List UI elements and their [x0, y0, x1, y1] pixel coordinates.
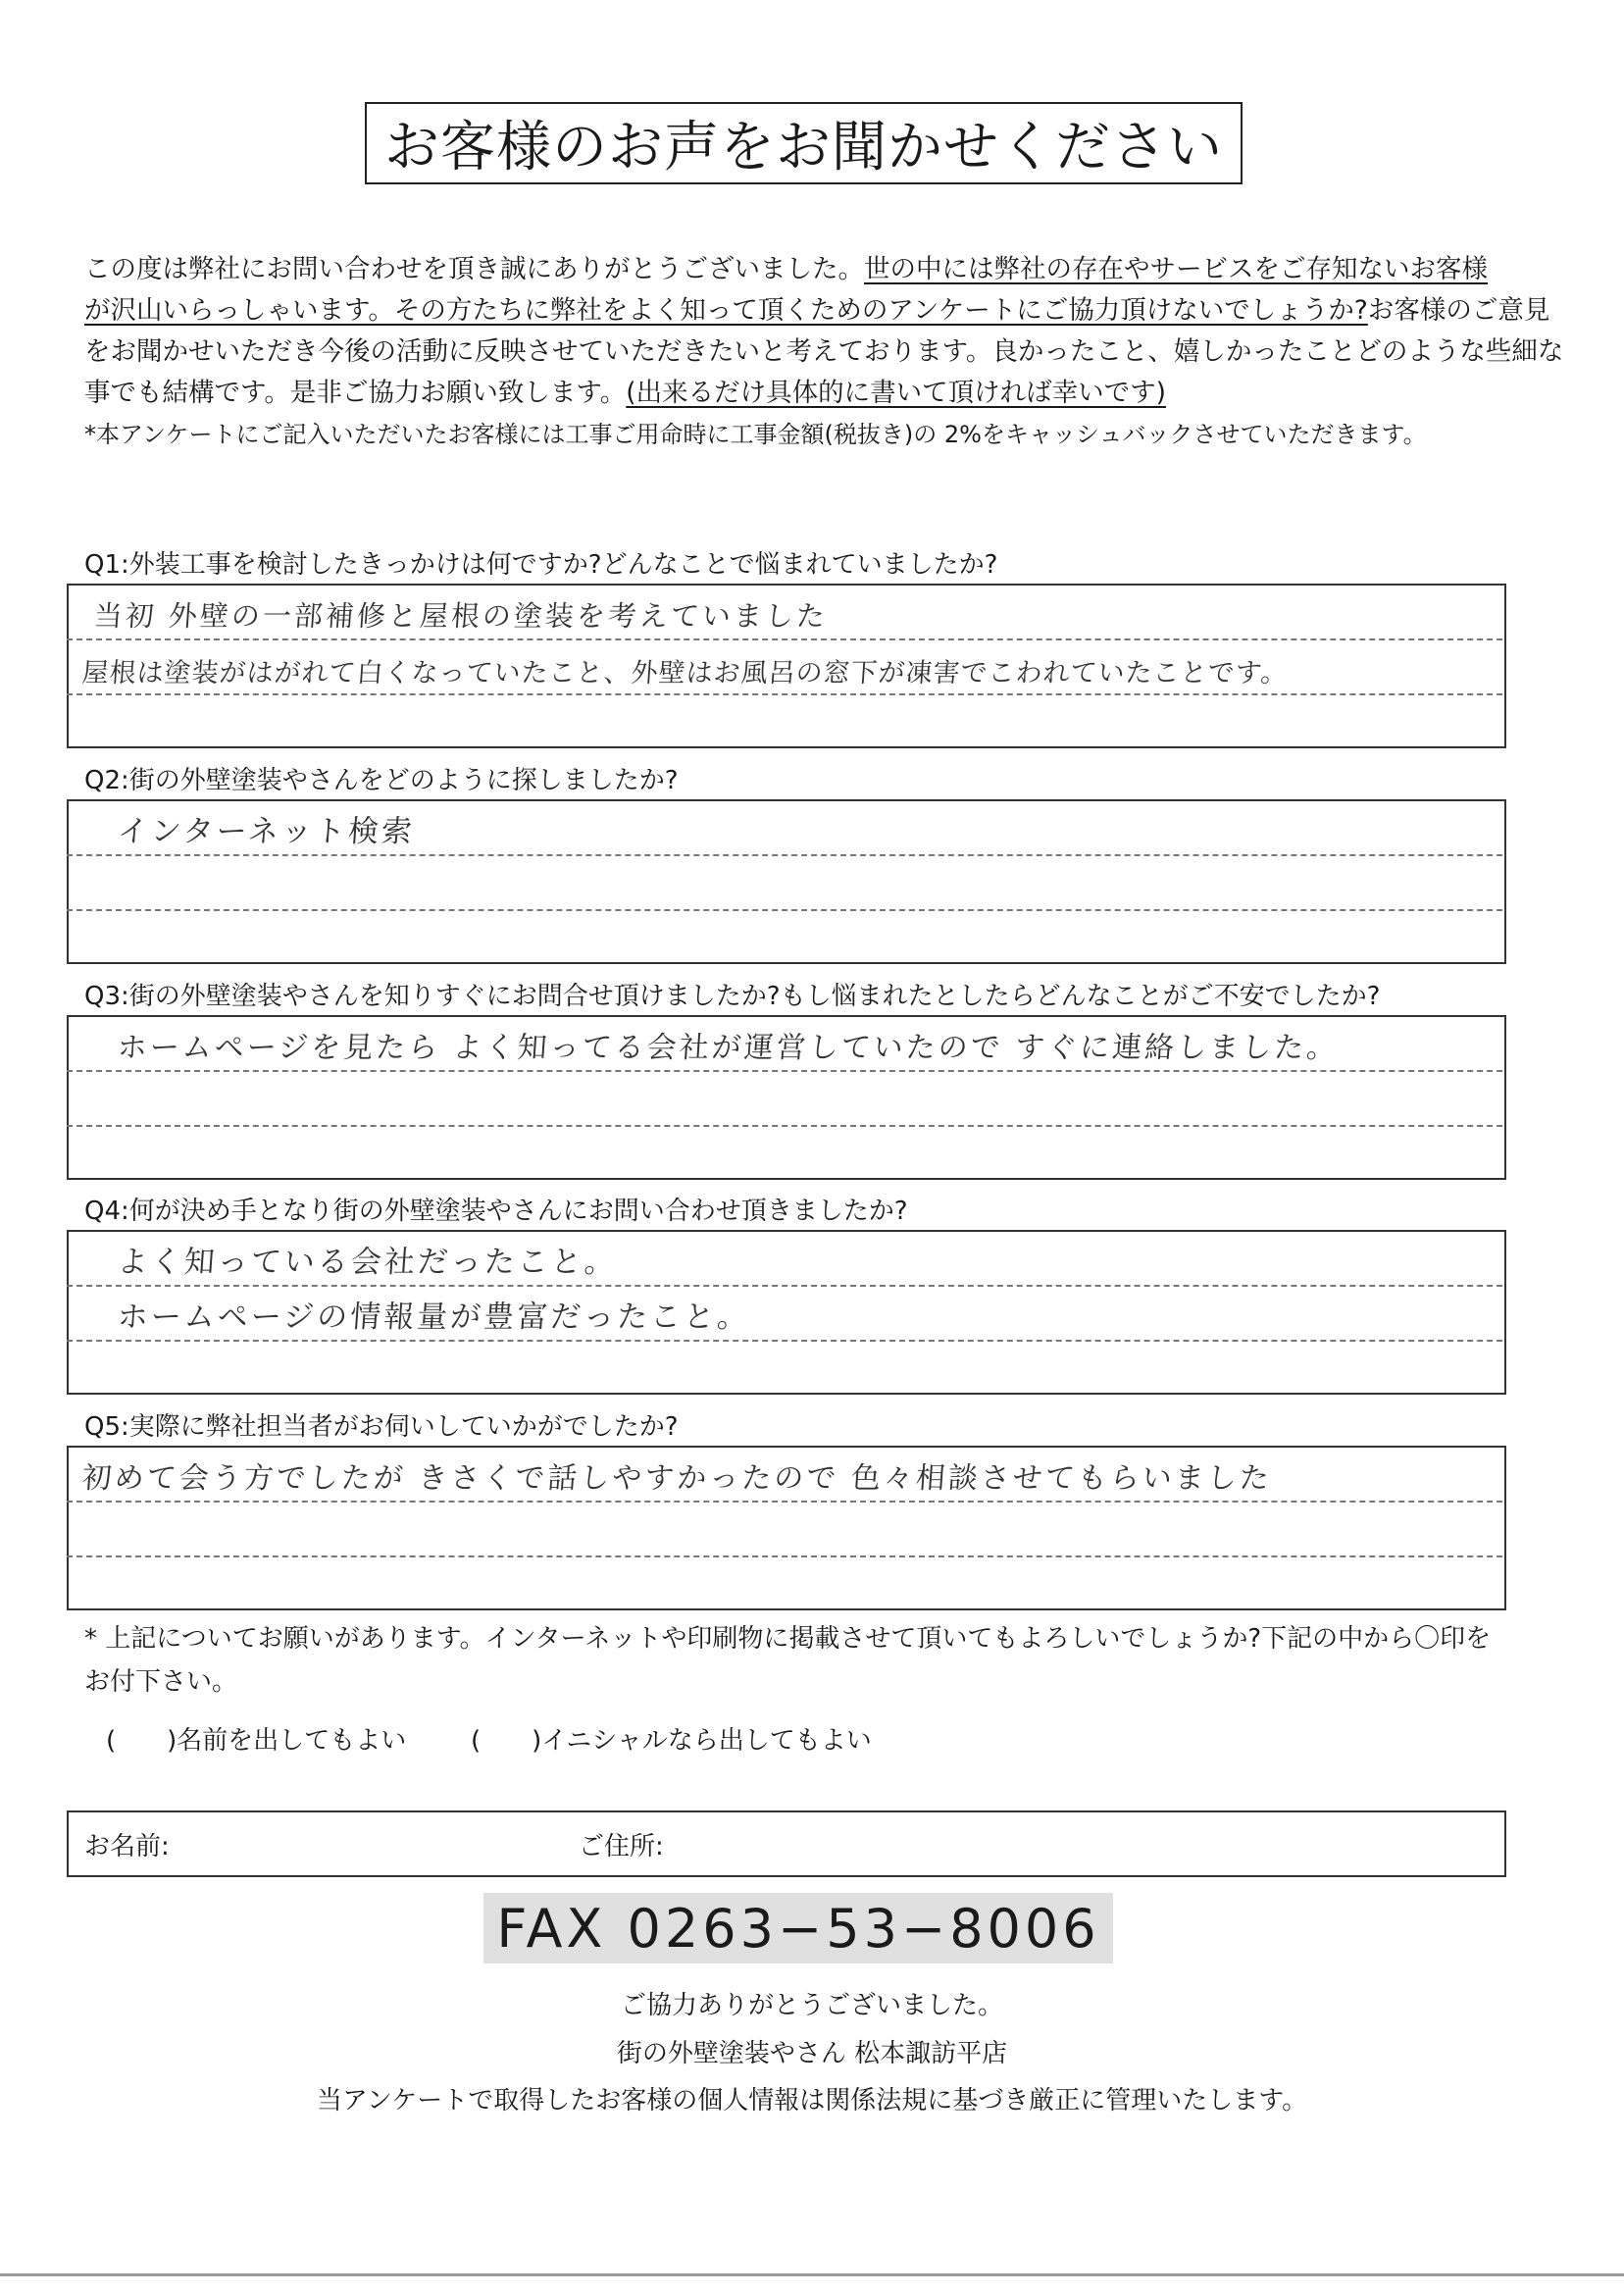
answer-5-box[interactable] [67, 1446, 1506, 1610]
answer-2-line-2 [67, 856, 1506, 911]
name-field-label: お名前: [84, 1832, 170, 1861]
answer-2-line-1: インターネット検索 [67, 801, 1506, 856]
answer-2-line-3 [67, 911, 1506, 966]
question-1-label: Q1:外装工事を検討したきっかけは何ですか?どんなことで悩まれていましたか? [84, 550, 998, 580]
answer-4-line-2: ホームページの情報量が豊富だったこと。 [67, 1287, 1506, 1342]
footer-privacy-note: 当アンケートで取得したお客様の個人情報は関係法規に基づき厳正に管理いたします。 [316, 2086, 1308, 2116]
question-3-label: Q3:街の外壁塗装やさんを知りすぐにお問合せ頂けましたか?もし悩まれたとしたらどんなことがご不安でしたか? [84, 982, 1381, 1011]
consent-option-name[interactable]: ( )名前を出してもよい [106, 1726, 407, 1756]
intro-line1-a: この度は弊社にお問い合わせを頂き誠にありがとうございました。 [84, 254, 864, 284]
address-field-label: ご住所: [579, 1832, 664, 1861]
intro-text [84, 249, 1564, 455]
answer-3-line-1: ホームページを見たら よく知ってる会社が運営していたので すぐに連絡しました。 [67, 1017, 1506, 1072]
customer-info-box [67, 1810, 1506, 1877]
cashback-note: *本アンケートにご記入いただいたお客様には工事ご用命時に工事金額(税抜き)の 2%をキャッシュバックさせていただきます。 [84, 421, 1427, 448]
page-edge [0, 2273, 1624, 2276]
answer-2-box[interactable] [67, 799, 1506, 964]
intro-line4-b: (出来るだけ具体的に書いて頂ければ幸いです) [626, 378, 1166, 408]
consent-option-initial[interactable]: ( )イニシャルなら出してもよい [471, 1726, 872, 1756]
answer-1-box[interactable] [67, 584, 1506, 748]
intro-line3: をお聞かせいただき今後の活動に反映させていただきたいと考えております。良かったこと、嬉しかったことどのような些細な [84, 336, 1564, 367]
request-line-1: * 上記についてお願いがあります。インターネットや印刷物に掲載させて頂いてもよろしいでしょうか?下記の中から〇印を [84, 1624, 1492, 1654]
page-title: お客様のお声をお聞かせください [365, 102, 1243, 184]
intro-line2-b: お客様のご意見 [1367, 295, 1550, 326]
publication-request [84, 1617, 1491, 1704]
answer-4-line-1: よく知っている会社だったこと。 [67, 1232, 1506, 1287]
footer-thanks: ご協力ありがとうございました。 [620, 1991, 1003, 2020]
answer-1-line-3 [67, 695, 1506, 750]
answer-3-box[interactable] [67, 1015, 1506, 1180]
answer-3-line-2 [67, 1072, 1506, 1127]
fax-number: FAX 0263−53−8006 [483, 1893, 1113, 1963]
request-line-2: お付下さい。 [84, 1667, 238, 1697]
intro-line4-a: 事でも結構です。是非ご協力お願い致します。 [84, 378, 627, 408]
question-2-label: Q2:街の外壁塗装やさんをどのように探しましたか? [84, 766, 679, 795]
answer-5-line-1: 初めて会う方でしたが きさくで話しやすかったので 色々相談させてもらいました [67, 1448, 1506, 1503]
answer-5-line-3 [67, 1557, 1506, 1612]
footer-shop-name: 街の外壁塗装やさん 松本諏訪平店 [616, 2039, 1008, 2068]
intro-line2-a: が沢山いらっしゃいます。その方たちに弊社をよく知って頂くためのアンケートにご協力頂けないでしょうか? [84, 295, 1368, 326]
answer-3-line-3 [67, 1127, 1506, 1182]
question-4-label: Q4:何が決め手となり街の外壁塗装やさんにお問い合わせ頂きましたか? [84, 1197, 908, 1226]
answer-4-box[interactable] [67, 1230, 1506, 1395]
answer-5-line-2 [67, 1503, 1506, 1557]
answer-1-line-1: 当初 外壁の一部補修と屋根の塗装を考えていました [67, 586, 1506, 640]
answer-1-line-2: 屋根は塗装がはがれて白くなっていたこと、外壁はお風呂の窓下が凍害でこわれていたことです。 [67, 640, 1506, 695]
intro-line1-b: 世の中には弊社の存在やサービスをご存知ないお客様 [864, 254, 1488, 284]
answer-4-line-3 [67, 1342, 1506, 1397]
question-5-label: Q5:実際に弊社担当者がお伺いしていかがでしたか? [84, 1412, 679, 1442]
